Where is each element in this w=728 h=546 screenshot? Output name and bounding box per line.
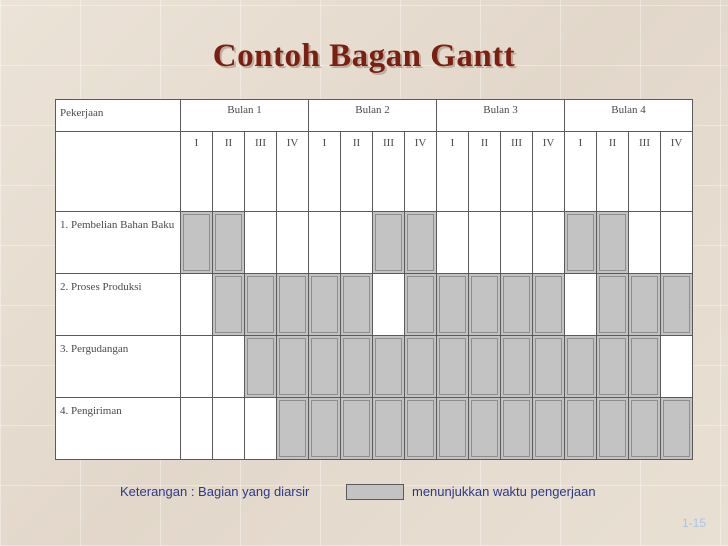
- task-bar-cell-empty: [181, 398, 213, 460]
- task-bar-cell-shaded: [501, 274, 533, 336]
- task-bar-cell-empty: [181, 274, 213, 336]
- week-header: I: [181, 132, 213, 212]
- task-row: [55, 274, 696, 336]
- task-row: [55, 212, 696, 274]
- week-header: II: [597, 132, 629, 212]
- month-header: Bulan 3: [437, 99, 565, 132]
- task-bar-cell-shaded: [565, 336, 597, 398]
- task-bar-cell-shaded: [405, 212, 437, 274]
- task-bar-cell-shaded: [629, 398, 661, 460]
- task-bar-cell-shaded: [565, 398, 597, 460]
- task-label: 3. Pergudangan: [55, 336, 181, 398]
- task-bar-cell-shaded: [501, 398, 533, 460]
- task-bar-cell-shaded: [245, 274, 277, 336]
- task-bar-cell-empty: [661, 336, 693, 398]
- task-label: 1. Pembelian Bahan Baku: [55, 212, 181, 274]
- task-bar-cell-empty: [469, 212, 501, 274]
- month-header: Bulan 4: [565, 99, 693, 132]
- task-bar-cell-empty: [277, 212, 309, 274]
- legend-label: Keterangan : Bagian yang diarsir: [120, 484, 310, 499]
- task-bar-cell-shaded: [501, 336, 533, 398]
- task-bar-cell-shaded: [309, 336, 341, 398]
- legend-description: menunjukkan waktu pengerjaan: [412, 484, 596, 499]
- task-row: [55, 398, 696, 460]
- week-header: I: [437, 132, 469, 212]
- task-bar-cell-shaded: [341, 274, 373, 336]
- task-bar-cell-shaded: [277, 274, 309, 336]
- task-bar-cell-shaded: [469, 274, 501, 336]
- week-header: IV: [661, 132, 693, 212]
- task-bar-cell-shaded: [373, 336, 405, 398]
- task-bar-cell-shaded: [405, 274, 437, 336]
- week-header: III: [501, 132, 533, 212]
- task-label: 2. Proses Produksi: [55, 274, 181, 336]
- task-bar-cell-shaded: [597, 398, 629, 460]
- task-bar-cell-shaded: [181, 212, 213, 274]
- task-bar-cell-shaded: [309, 274, 341, 336]
- task-bar-cell-shaded: [437, 274, 469, 336]
- week-header-row: [55, 132, 696, 212]
- week-header: II: [469, 132, 501, 212]
- task-bar-cell-shaded: [533, 398, 565, 460]
- task-bar-cell-empty: [245, 212, 277, 274]
- task-bar-cell-empty: [309, 212, 341, 274]
- task-bar-cell-shaded: [437, 398, 469, 460]
- task-bar-cell-empty: [213, 336, 245, 398]
- task-bar-cell-empty: [629, 212, 661, 274]
- task-bar-cell-shaded: [341, 336, 373, 398]
- task-bar-cell-shaded: [341, 398, 373, 460]
- task-bar-cell-empty: [245, 398, 277, 460]
- task-bar-cell-shaded: [469, 398, 501, 460]
- task-bar-cell-shaded: [277, 398, 309, 460]
- task-bar-cell-empty: [533, 212, 565, 274]
- week-header: II: [213, 132, 245, 212]
- task-bar-cell-shaded: [661, 274, 693, 336]
- task-bar-cell-shaded: [405, 398, 437, 460]
- task-bar-cell-empty: [437, 212, 469, 274]
- week-row-blank: [55, 132, 181, 212]
- legend: [0, 484, 728, 504]
- task-bar-cell-shaded: [533, 274, 565, 336]
- task-column-header: Pekerjaan: [55, 99, 181, 132]
- task-bar-cell-empty: [341, 212, 373, 274]
- task-bar-cell-shaded: [533, 336, 565, 398]
- task-bar-cell-shaded: [597, 274, 629, 336]
- task-bar-cell-shaded: [437, 336, 469, 398]
- week-header: III: [245, 132, 277, 212]
- task-bar-cell-shaded: [629, 336, 661, 398]
- task-row: [55, 336, 696, 398]
- task-bar-cell-empty: [181, 336, 213, 398]
- task-bar-cell-shaded: [469, 336, 501, 398]
- task-bar-cell-empty: [661, 212, 693, 274]
- task-bar-cell-shaded: [597, 212, 629, 274]
- task-bar-cell-shaded: [661, 398, 693, 460]
- task-bar-cell-shaded: [373, 212, 405, 274]
- week-header: IV: [405, 132, 437, 212]
- gantt-chart-table: [55, 99, 696, 462]
- week-header: I: [309, 132, 341, 212]
- week-header: III: [629, 132, 661, 212]
- task-bar-cell-shaded: [213, 274, 245, 336]
- week-header: IV: [533, 132, 565, 212]
- task-bar-cell-shaded: [565, 212, 597, 274]
- task-label: 4. Pengiriman: [55, 398, 181, 460]
- task-bar-cell-empty: [501, 212, 533, 274]
- week-header: II: [341, 132, 373, 212]
- week-header: I: [565, 132, 597, 212]
- task-bar-cell-shaded: [277, 336, 309, 398]
- task-bar-cell-shaded: [597, 336, 629, 398]
- month-header: Bulan 2: [309, 99, 437, 132]
- task-bar-cell-empty: [565, 274, 597, 336]
- task-bar-cell-empty: [373, 274, 405, 336]
- week-header: III: [373, 132, 405, 212]
- task-bar-cell-shaded: [309, 398, 341, 460]
- task-bar-cell-shaded: [373, 398, 405, 460]
- task-bar-cell-shaded: [213, 212, 245, 274]
- slide-title: Contoh Bagan Gantt: [212, 38, 516, 74]
- legend-shaded-swatch: [346, 484, 404, 500]
- month-header-row: [55, 99, 696, 132]
- task-bar-cell-shaded: [405, 336, 437, 398]
- task-bar-cell-shaded: [245, 336, 277, 398]
- week-header: IV: [277, 132, 309, 212]
- month-header: Bulan 1: [181, 99, 309, 132]
- task-bar-cell-empty: [213, 398, 245, 460]
- task-bar-cell-shaded: [629, 274, 661, 336]
- page-number: 1-15: [682, 516, 707, 530]
